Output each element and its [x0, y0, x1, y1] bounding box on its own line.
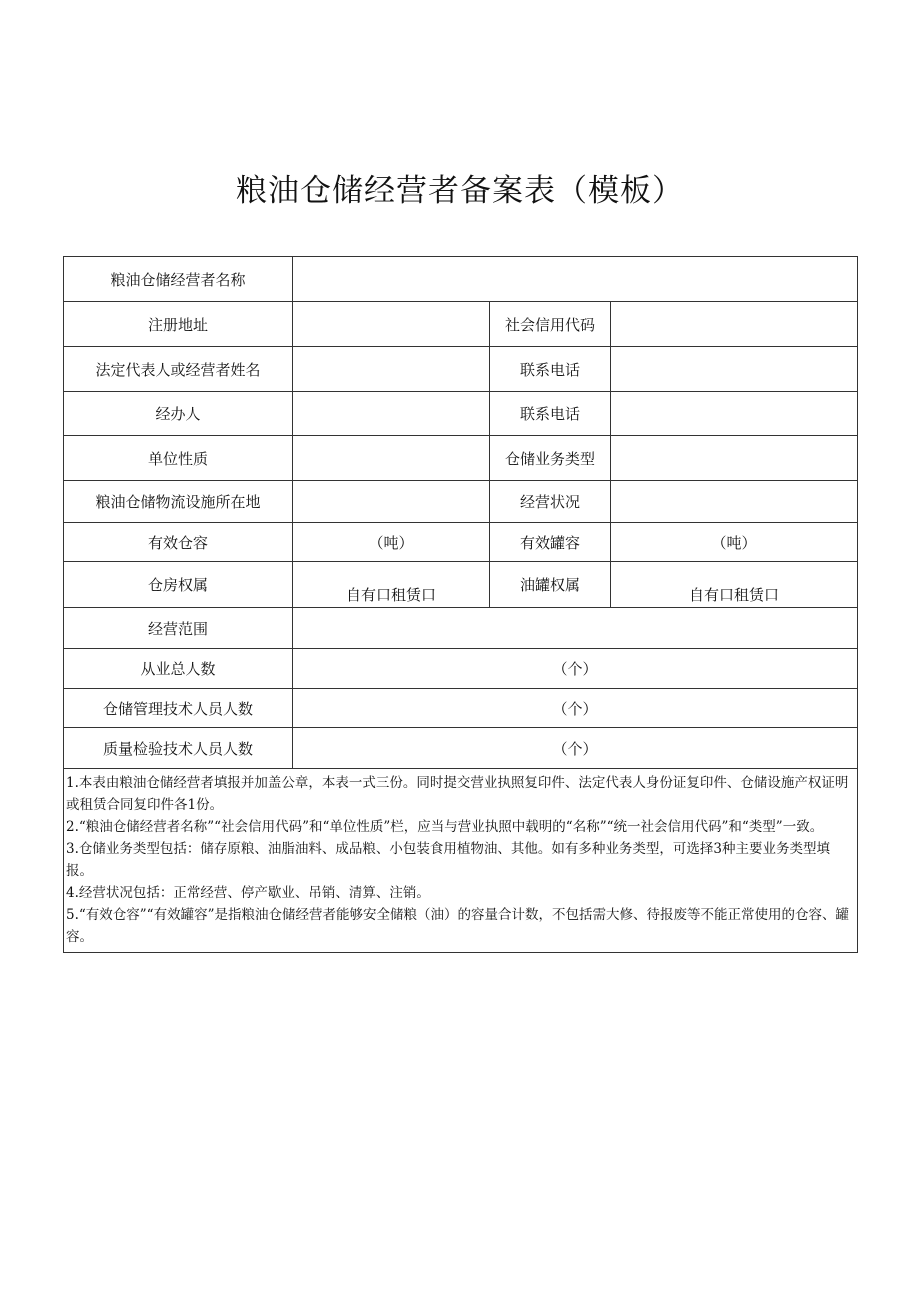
note-5: 5.“有效仓容”“有效罐容”是指粮油仓储经营者能够安全储粮（油）的容量合计数，不包括需大修、待报废等不能正常使用的仓容、罐容。 [66, 907, 849, 945]
phone-label-1: 联系电话 [490, 347, 611, 392]
warehouse-ownership-label: 仓房权属 [64, 562, 293, 608]
quality-staff-field[interactable]: （个） [293, 728, 858, 769]
row-total-staff [64, 649, 858, 689]
filing-form-table [63, 256, 858, 953]
phone-label-2: 联系电话 [490, 392, 611, 436]
storage-tech-staff-field[interactable]: （个） [293, 689, 858, 728]
facility-location-field[interactable] [293, 481, 490, 523]
note-3: 3.仓储业务类型包括：储存原粮、油脂油料、成品粮、小包装食用植物油、其他。如有多种业务类型，可选择3种主要业务类型填报。 [66, 841, 830, 879]
operator-name-label: 粮油仓储经营者名称 [64, 257, 293, 302]
total-staff-label: 从业总人数 [64, 649, 293, 689]
unit-nature-field[interactable] [293, 436, 490, 481]
business-type-label: 仓储业务类型 [490, 436, 611, 481]
row-legal-rep [64, 347, 858, 392]
row-quality-staff [64, 728, 858, 769]
note-4: 4.经营状况包括：正常经营、停产歇业、吊销、清算、注销。 [66, 885, 430, 901]
note-2: 2.“粮油仓储经营者名称”“社会信用代码”和“单位性质”栏，应当与营业执照中载明的“名称”“统一社会信用代码”和“类型”一致。 [66, 819, 824, 835]
tank-ownership-label: 油罐权属 [490, 562, 611, 608]
operating-status-field[interactable] [611, 481, 858, 523]
row-capacity [64, 523, 858, 562]
unit-nature-label: 单位性质 [64, 436, 293, 481]
warehouse-capacity-field[interactable]: （吨） [293, 523, 490, 562]
note-1: 1.本表由粮油仓储经营者填报并加盖公章，本表一式三份。同时提交营业执照复印件、法定代表人身份证复印件、仓储设施产权证明或租赁合同复印件各1份。 [66, 775, 849, 813]
notes-cell [64, 769, 858, 953]
credit-code-label: 社会信用代码 [490, 302, 611, 347]
row-storage-tech-staff [64, 689, 858, 728]
business-type-field[interactable] [611, 436, 858, 481]
total-staff-field[interactable]: （个） [293, 649, 858, 689]
tank-capacity-label: 有效罐容 [490, 523, 611, 562]
address-label: 注册地址 [64, 302, 293, 347]
row-operator-name [64, 257, 858, 302]
business-scope-label: 经营范围 [64, 608, 293, 649]
operating-status-label: 经营状况 [490, 481, 611, 523]
address-field[interactable] [293, 302, 490, 347]
legal-rep-field[interactable] [293, 347, 490, 392]
credit-code-field[interactable] [611, 302, 858, 347]
handler-field[interactable] [293, 392, 490, 436]
business-scope-field[interactable] [293, 608, 858, 649]
storage-tech-staff-label: 仓储管理技术人员人数 [64, 689, 293, 728]
row-notes [64, 769, 858, 953]
phone-field-1[interactable] [611, 347, 858, 392]
row-ownership [64, 562, 858, 608]
tank-capacity-field[interactable]: （吨） [611, 523, 858, 562]
row-handler [64, 392, 858, 436]
row-business-scope [64, 608, 858, 649]
legal-rep-label: 法定代表人或经营者姓名 [64, 347, 293, 392]
quality-staff-label: 质量检验技术人员人数 [64, 728, 293, 769]
row-facility-location [64, 481, 858, 523]
row-unit-nature [64, 436, 858, 481]
row-address [64, 302, 858, 347]
document-title: 粮油仓储经营者备案表（模板） [236, 173, 684, 209]
phone-field-2[interactable] [611, 392, 858, 436]
warehouse-capacity-label: 有效仓容 [64, 523, 293, 562]
facility-location-label: 粮油仓储物流设施所在地 [64, 481, 293, 523]
handler-label: 经办人 [64, 392, 293, 436]
operator-name-field[interactable] [293, 257, 858, 302]
warehouse-ownership-options[interactable]: 自有口租赁口 [293, 562, 490, 608]
tank-ownership-options[interactable]: 自有口租赁口 [611, 562, 858, 608]
